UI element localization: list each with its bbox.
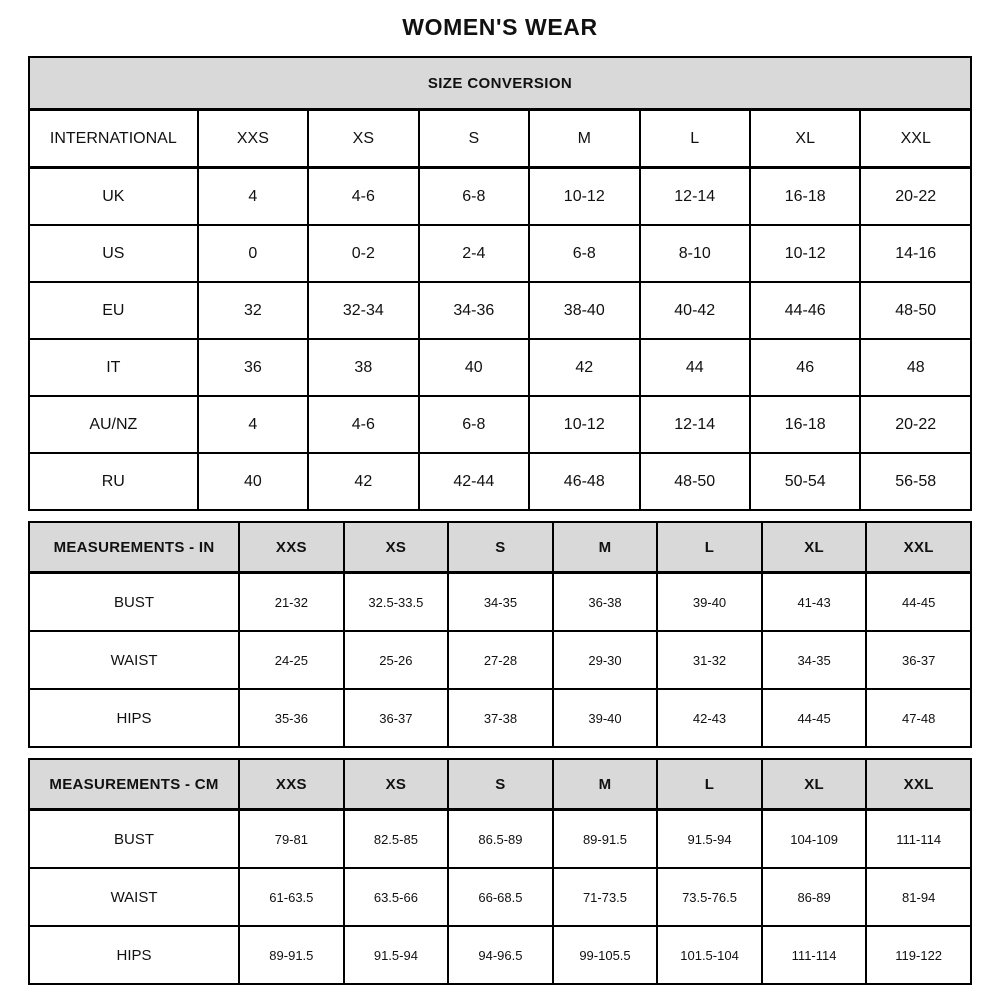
- value-cell: 10-12: [529, 168, 639, 226]
- value-cell: 42-44: [419, 453, 529, 510]
- value-cell: 61-63.5: [239, 868, 344, 926]
- value-cell: 91.5-94: [344, 926, 449, 984]
- value-cell: 2-4: [419, 225, 529, 282]
- column-header: L: [640, 110, 750, 168]
- value-cell: 37-38: [448, 689, 553, 747]
- value-cell: 25-26: [344, 631, 449, 689]
- value-cell: 44: [640, 339, 750, 396]
- value-cell: 36-38: [553, 573, 658, 632]
- value-cell: 31-32: [657, 631, 762, 689]
- table-row: [29, 868, 971, 926]
- value-cell: 20-22: [860, 396, 971, 453]
- value-cell: 99-105.5: [553, 926, 658, 984]
- value-cell: 111-114: [762, 926, 867, 984]
- row-label: IT: [29, 339, 198, 396]
- column-header: L: [657, 759, 762, 810]
- table-row: [29, 339, 971, 396]
- value-cell: 101.5-104: [657, 926, 762, 984]
- value-cell: 6-8: [419, 168, 529, 226]
- value-cell: 4-6: [308, 396, 418, 453]
- value-cell: 27-28: [448, 631, 553, 689]
- value-cell: 40: [419, 339, 529, 396]
- table-row: [29, 926, 971, 984]
- value-cell: 34-35: [762, 631, 867, 689]
- column-header: XL: [762, 522, 867, 573]
- column-header: XXL: [860, 110, 971, 168]
- value-cell: 41-43: [762, 573, 867, 632]
- table-row: [29, 225, 971, 282]
- value-cell: 79-81: [239, 810, 344, 869]
- value-cell: 40-42: [640, 282, 750, 339]
- value-cell: 42: [308, 453, 418, 510]
- value-cell: 40: [198, 453, 308, 510]
- table-row: [29, 573, 971, 632]
- value-cell: 4: [198, 168, 308, 226]
- column-header: XXL: [866, 759, 971, 810]
- value-cell: 42: [529, 339, 639, 396]
- value-cell: 86-89: [762, 868, 867, 926]
- column-header: XXS: [198, 110, 308, 168]
- table-row: [29, 168, 971, 226]
- value-cell: 91.5-94: [657, 810, 762, 869]
- table-row: [29, 396, 971, 453]
- value-cell: 42-43: [657, 689, 762, 747]
- value-cell: 94-96.5: [448, 926, 553, 984]
- row-label: BUST: [29, 810, 239, 869]
- row-label: AU/NZ: [29, 396, 198, 453]
- table-row: [29, 689, 971, 747]
- row-label: WAIST: [29, 631, 239, 689]
- value-cell: 39-40: [553, 689, 658, 747]
- value-cell: 71-73.5: [553, 868, 658, 926]
- column-header: M: [529, 110, 639, 168]
- value-cell: 111-114: [866, 810, 971, 869]
- table-banner: SIZE CONVERSION: [29, 57, 971, 110]
- column-header: XS: [344, 522, 449, 573]
- value-cell: 32-34: [308, 282, 418, 339]
- page-title: WOMEN'S WEAR: [402, 14, 598, 40]
- value-cell: 6-8: [419, 396, 529, 453]
- value-cell: 104-109: [762, 810, 867, 869]
- value-cell: 38-40: [529, 282, 639, 339]
- value-cell: 4-6: [308, 168, 418, 226]
- column-header: XXS: [239, 522, 344, 573]
- column-header: S: [419, 110, 529, 168]
- value-cell: 44-46: [750, 282, 860, 339]
- column-header: S: [448, 759, 553, 810]
- size-chart-page: [28, 0, 972, 985]
- value-cell: 46-48: [529, 453, 639, 510]
- value-cell: 16-18: [750, 168, 860, 226]
- table-row: [29, 282, 971, 339]
- value-cell: 29-30: [553, 631, 658, 689]
- value-cell: 35-36: [239, 689, 344, 747]
- column-header: L: [657, 522, 762, 573]
- column-header: M: [553, 522, 658, 573]
- value-cell: 20-22: [860, 168, 971, 226]
- row-label: UK: [29, 168, 198, 226]
- value-cell: 32: [198, 282, 308, 339]
- value-cell: 24-25: [239, 631, 344, 689]
- value-cell: 81-94: [866, 868, 971, 926]
- value-cell: 34-35: [448, 573, 553, 632]
- value-cell: 14-16: [860, 225, 971, 282]
- value-cell: 82.5-85: [344, 810, 449, 869]
- table-row: [29, 453, 971, 510]
- value-cell: 66-68.5: [448, 868, 553, 926]
- value-cell: 36: [198, 339, 308, 396]
- value-cell: 73.5-76.5: [657, 868, 762, 926]
- value-cell: 4: [198, 396, 308, 453]
- value-cell: 56-58: [860, 453, 971, 510]
- value-cell: 6-8: [529, 225, 639, 282]
- column-header: XXL: [866, 522, 971, 573]
- value-cell: 44-45: [762, 689, 867, 747]
- row-label: US: [29, 225, 198, 282]
- value-cell: 44-45: [866, 573, 971, 632]
- column-header: XS: [344, 759, 449, 810]
- measurements-cm-table: [28, 758, 972, 985]
- row-label: BUST: [29, 573, 239, 632]
- value-cell: 32.5-33.5: [344, 573, 449, 632]
- value-cell: 16-18: [750, 396, 860, 453]
- column-header: XS: [308, 110, 418, 168]
- value-cell: 34-36: [419, 282, 529, 339]
- value-cell: 12-14: [640, 396, 750, 453]
- value-cell: 50-54: [750, 453, 860, 510]
- value-cell: 89-91.5: [553, 810, 658, 869]
- value-cell: 21-32: [239, 573, 344, 632]
- value-cell: 0-2: [308, 225, 418, 282]
- size-conversion-table: [28, 56, 972, 511]
- row-label: WAIST: [29, 868, 239, 926]
- column-header: M: [553, 759, 658, 810]
- value-cell: 10-12: [529, 396, 639, 453]
- value-cell: 48-50: [640, 453, 750, 510]
- row-label: HIPS: [29, 926, 239, 984]
- table-header-label: MEASUREMENTS - CM: [29, 759, 239, 810]
- column-header: XL: [762, 759, 867, 810]
- value-cell: 63.5-66: [344, 868, 449, 926]
- table-header-label: INTERNATIONAL: [29, 110, 198, 168]
- value-cell: 36-37: [344, 689, 449, 747]
- value-cell: 0: [198, 225, 308, 282]
- row-label: EU: [29, 282, 198, 339]
- value-cell: 8-10: [640, 225, 750, 282]
- column-header: XXS: [239, 759, 344, 810]
- value-cell: 119-122: [866, 926, 971, 984]
- value-cell: 46: [750, 339, 860, 396]
- value-cell: 36-37: [866, 631, 971, 689]
- column-header: XL: [750, 110, 860, 168]
- row-label: RU: [29, 453, 198, 510]
- value-cell: 48: [860, 339, 971, 396]
- value-cell: 48-50: [860, 282, 971, 339]
- column-header: S: [448, 522, 553, 573]
- value-cell: 47-48: [866, 689, 971, 747]
- value-cell: 10-12: [750, 225, 860, 282]
- value-cell: 39-40: [657, 573, 762, 632]
- measurements-in-table: [28, 521, 972, 748]
- table-row: [29, 810, 971, 869]
- value-cell: 86.5-89: [448, 810, 553, 869]
- table-row: [29, 631, 971, 689]
- value-cell: 38: [308, 339, 418, 396]
- row-label: HIPS: [29, 689, 239, 747]
- table-header-label: MEASUREMENTS - IN: [29, 522, 239, 573]
- value-cell: 12-14: [640, 168, 750, 226]
- value-cell: 89-91.5: [239, 926, 344, 984]
